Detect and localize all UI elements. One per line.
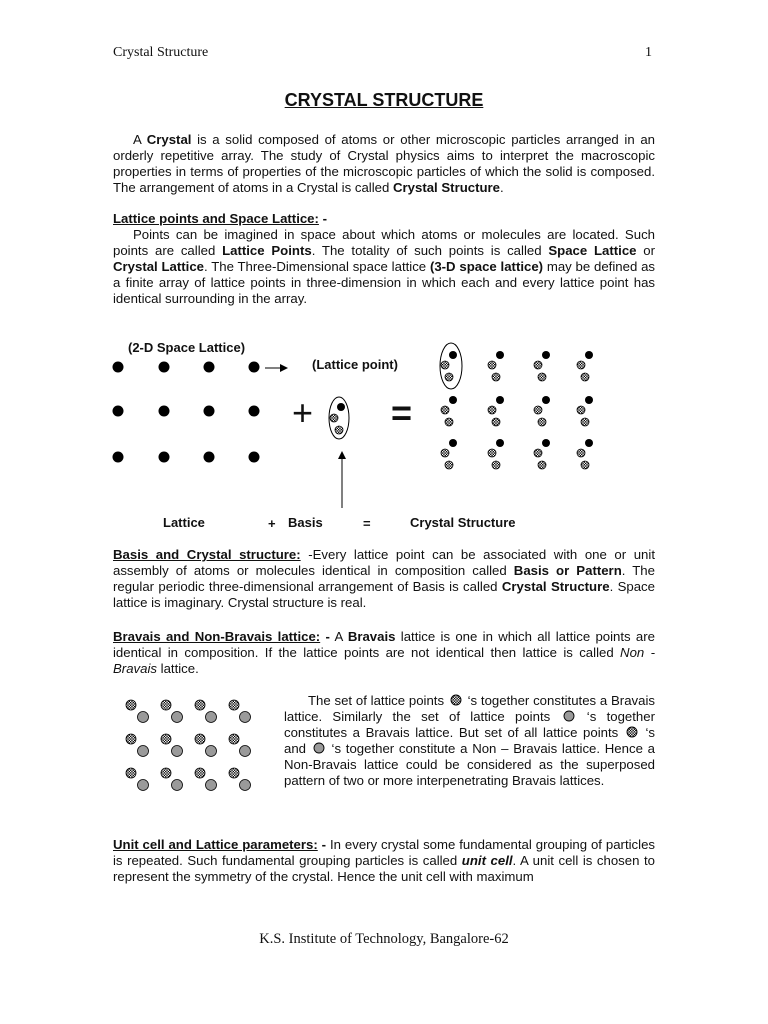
atom-hatched	[534, 361, 542, 369]
atom-dotted	[445, 461, 453, 469]
atom-gray	[240, 780, 251, 791]
atom-dotted	[445, 418, 453, 426]
atom-hatched	[441, 361, 449, 369]
gray-atom-icon	[563, 710, 575, 722]
bravais-section: Bravais and Non-Bravais lattice: - A Bravais lattice is one in which all lattice points are identical in composition. If the lattice points are not identical then lattice is called Non -Bravais lattice.	[113, 629, 656, 677]
atom-gray	[172, 712, 183, 723]
lattice-point	[113, 406, 124, 417]
lattice-point	[249, 362, 260, 373]
atom-hatched	[195, 700, 205, 710]
atom-black	[496, 351, 504, 359]
lattice-point	[113, 362, 124, 373]
atom-hatched	[126, 700, 136, 710]
atom-hatched	[229, 734, 239, 744]
atom-hatched	[441, 449, 449, 457]
atom-dotted	[492, 418, 500, 426]
lattice-section: Lattice points and Space Lattice: - Points can be imagined in space about which atoms or molecules are located. Such points are called Lattice Points. The totality of such points is called Space Lattice or Crystal Lattice. The Three-Dimensional space lattice (3-D space lattice) may be defined as a finite array of lattice points in three-dimension in which each and every lattice point has identical surrounding in the array.	[113, 211, 656, 307]
caption-equals: =	[363, 516, 371, 531]
lattice-point	[159, 452, 170, 463]
label-lattice-point: (Lattice point)	[312, 357, 398, 372]
atom-dotted	[538, 373, 546, 381]
atom-hatched	[229, 700, 239, 710]
atom-black	[542, 396, 550, 404]
caption-plus: +	[268, 516, 276, 531]
atom-hatched	[577, 361, 585, 369]
atom-black	[496, 396, 504, 404]
atom-gray	[138, 712, 149, 723]
atom-hatched	[534, 449, 542, 457]
atom-dotted	[492, 461, 500, 469]
lattice-point	[159, 406, 170, 417]
atom-gray	[206, 746, 217, 757]
atom-black	[496, 439, 504, 447]
atom-gray	[206, 712, 217, 723]
atom-hatched	[126, 734, 136, 744]
crystal-structure-groups	[441, 351, 593, 469]
atom-gray	[172, 746, 183, 757]
atom-hatched	[126, 768, 136, 778]
plus-sign: +	[292, 392, 314, 433]
atom-dotted	[581, 418, 589, 426]
caption-basis: Basis	[288, 515, 323, 530]
lattice-point	[204, 362, 215, 373]
running-header: Crystal Structure	[113, 45, 209, 60]
basis-atom-dotted	[335, 426, 343, 434]
bravais-explanation: The set of lattice points ‘s together constitutes a Bravais lattice. Similarly the set of lattice points ‘s together constitutes a Bravais lattice. But set of all lattice points ‘s and ‘s together constitute a Non – Bravais lattice. Hence a Non-Bravais lattice could be considered as the superposed pattern of two or more interpenetrating Bravais lattices.	[284, 693, 656, 789]
atom-black	[449, 439, 457, 447]
bravais-lattice-grid	[126, 700, 251, 791]
atom-dotted	[538, 461, 546, 469]
atom-gray	[240, 746, 251, 757]
atom-black	[449, 351, 457, 359]
lattice-point	[204, 406, 215, 417]
atom-gray	[172, 780, 183, 791]
atom-hatched	[229, 768, 239, 778]
atom-hatched	[161, 700, 171, 710]
atom-black	[542, 351, 550, 359]
caption-crystal-structure: Crystal Structure	[410, 515, 516, 530]
atom-gray	[138, 780, 149, 791]
unitcell-section: Unit cell and Lattice parameters: - In every crystal some fundamental grouping of particles is repeated. Such fundamental grouping particles is called unit cell. A unit cell is chosen to represent the symmetry of the crystal. Hence the unit cell with maximum	[113, 837, 655, 885]
atom-hatched	[488, 406, 496, 414]
hatched-atom-icon	[626, 726, 638, 738]
lattice-point	[249, 406, 260, 417]
unitcell-heading: Unit cell and Lattice parameters:	[113, 837, 318, 852]
atom-gray	[240, 712, 251, 723]
atom-hatched	[441, 406, 449, 414]
atom-black	[542, 439, 550, 447]
gray-atom-icon	[313, 742, 325, 754]
basis-atom-black	[337, 403, 345, 411]
basis-heading: Basis and Crystal structure:	[113, 547, 301, 562]
atom-dotted	[581, 373, 589, 381]
atom-hatched	[577, 449, 585, 457]
basis-section: Basis and Crystal structure: -Every lattice point can be associated with one or unit assembly of atoms or molecules identical in composition called Basis or Pattern. The regular periodic three-dimensional arrangement of Basis is called Crystal Structure. Space lattice is imaginary. Crystal structure is real.	[113, 547, 655, 611]
lattice-dots	[113, 362, 260, 463]
atom-black	[585, 439, 593, 447]
caption-lattice: Lattice	[163, 515, 205, 530]
atom-hatched	[488, 449, 496, 457]
lattice-heading: Lattice points and Space Lattice:	[113, 211, 319, 226]
atom-hatched	[534, 406, 542, 414]
bravais-heading: Bravais and Non-Bravais lattice:	[113, 629, 321, 644]
atom-black	[449, 396, 457, 404]
basis-atom-hatched	[330, 414, 338, 422]
atom-dotted	[492, 373, 500, 381]
atom-hatched	[195, 768, 205, 778]
atom-dotted	[538, 418, 546, 426]
lattice-point	[159, 362, 170, 373]
atom-hatched	[488, 361, 496, 369]
hatched-atom-icon	[450, 694, 462, 706]
atom-black	[585, 351, 593, 359]
atom-hatched	[195, 734, 205, 744]
atom-hatched	[161, 734, 171, 744]
label-2d-space-lattice: (2-D Space Lattice)	[128, 340, 246, 355]
lattice-point	[113, 452, 124, 463]
atom-black	[585, 396, 593, 404]
lattice-point	[249, 452, 260, 463]
atom-dotted	[581, 461, 589, 469]
intro-paragraph: A Crystal is a solid composed of atoms or other microscopic particles arranged in an orderly repetitive array. The study of Crystal physics aims to interpret the macroscopic properties in terms of properties of the microscopic particles of which the solid is composed. The arrangement of atoms in a Crystal is called Crystal Structure.	[113, 132, 655, 196]
page-title: CRYSTAL STRUCTURE	[284, 90, 484, 110]
atom-gray	[206, 780, 217, 791]
atom-hatched	[161, 768, 171, 778]
atom-gray	[138, 746, 149, 757]
atom-dotted	[445, 373, 453, 381]
equals-sign: =	[391, 392, 413, 433]
atom-hatched	[577, 406, 585, 414]
page-number: 1	[645, 45, 652, 60]
basis-group	[329, 397, 349, 439]
page-footer: K.S. Institute of Technology, Bangalore-62	[259, 931, 509, 947]
lattice-point	[204, 452, 215, 463]
